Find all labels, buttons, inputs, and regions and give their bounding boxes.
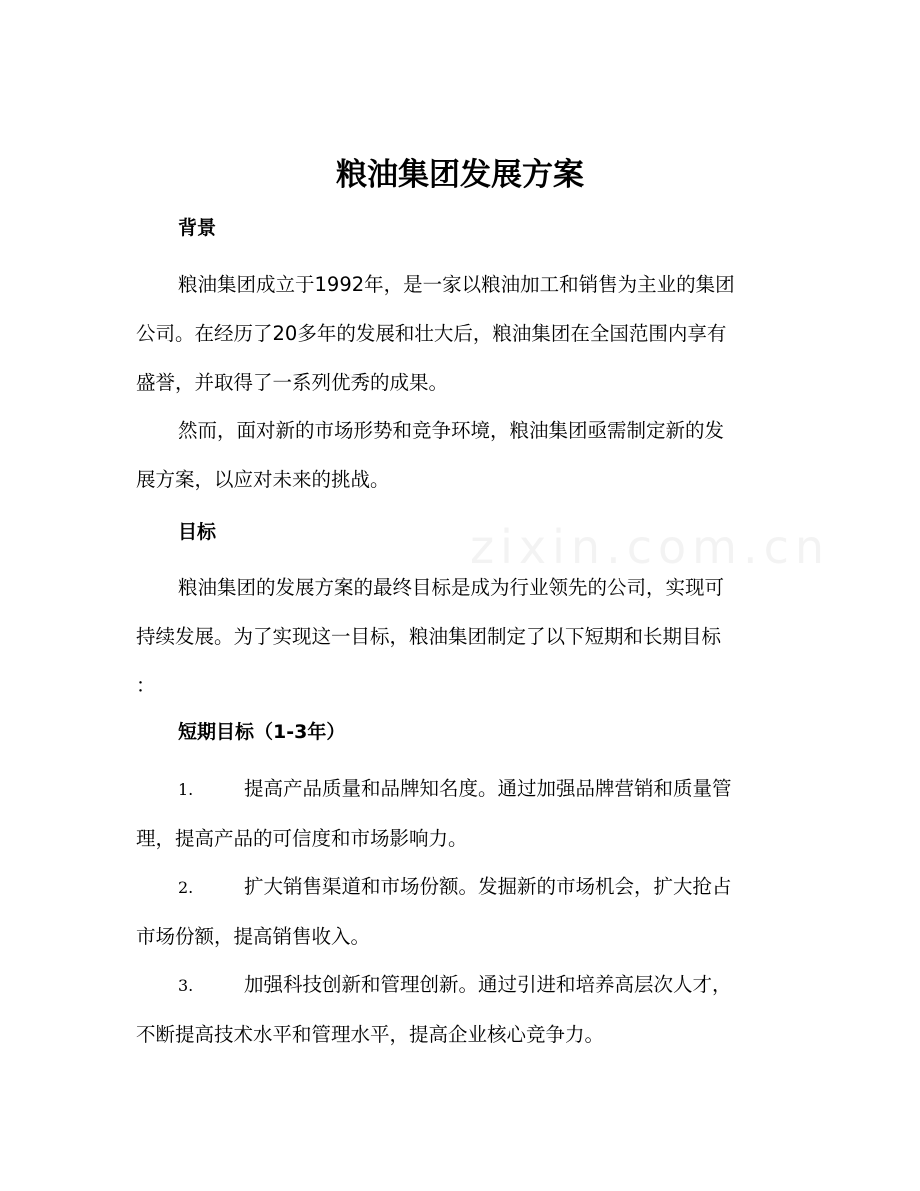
paragraph-line: 然而，面对新的市场形势和竞争环境，粮油集团亟需制定新的发 <box>178 419 725 442</box>
paragraph-line: 粮油集团的发展方案的最终目标是成为行业领先的公司，实现可 <box>178 576 725 599</box>
watermark: zixin.com.cn <box>470 520 831 574</box>
section-heading-short-term: 短期目标（1-3年） <box>178 721 346 743</box>
list-item-line: 理，提高产品的可信度和市场影响力。 <box>136 827 468 850</box>
goals-paragraph-1 <box>136 563 786 710</box>
list-item-line: 不断提高技术水平和管理水平，提高企业核心竞争力。 <box>136 1023 605 1046</box>
list-item-line: 市场份额，提高销售收入。 <box>136 925 371 948</box>
list-item <box>136 862 786 961</box>
paragraph-line: 盛誉，并取得了一系列优秀的成果。 <box>136 371 449 394</box>
section-heading-background: 背景 <box>178 217 217 239</box>
list-item <box>136 960 786 1059</box>
section-heading-goals: 目标 <box>178 521 217 543</box>
list-number: 2. <box>178 878 194 897</box>
list-item-line: 3. 加强科技创新和管理创新。通过引进和培养高层次人才， <box>136 960 786 1010</box>
document-title: 粮油集团发展方案 <box>336 157 584 193</box>
list-number: 3. <box>178 976 194 995</box>
paragraph-line: 公司。在经历了20多年的发展和壮大后，粮油集团在全国范围内享有 <box>136 322 727 345</box>
list-item <box>136 764 786 863</box>
list-item-line: 2. 扩大销售渠道和市场份额。发掘新的市场机会，扩大抢占 <box>136 862 786 912</box>
list-number: 1. <box>178 780 194 799</box>
list-item-line: 1. 提高产品质量和品牌知名度。通过加强品牌营销和质量管 <box>136 764 786 814</box>
background-paragraph-1 <box>136 260 786 407</box>
paragraph-line: 展方案，以应对未来的挑战。 <box>136 468 390 491</box>
paragraph-line: ： <box>136 674 156 697</box>
background-paragraph-2 <box>136 406 786 504</box>
paragraph-line: 粮油集团成立于1992年，是一家以粮油加工和销售为主业的集团 <box>178 273 735 296</box>
paragraph-line: 持续发展。为了实现这一目标，粮油集团制定了以下短期和长期目标 <box>136 625 722 648</box>
